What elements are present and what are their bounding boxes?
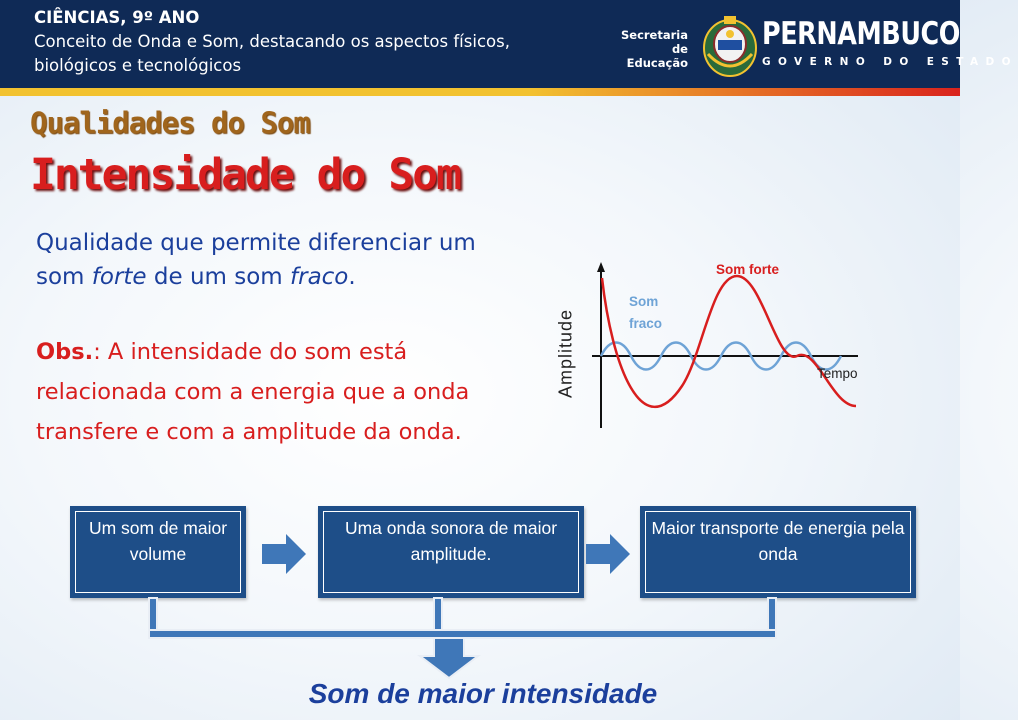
flow-step-amplitude-text: Uma onda sonora de maior amplitude.	[323, 511, 579, 593]
secretaria-line2: Educação	[626, 56, 688, 70]
definition-emphasis-strong: forte	[91, 264, 147, 290]
right-arrow-icon	[586, 532, 630, 576]
secretaria-label	[603, 28, 688, 70]
observation-label: Obs.	[36, 339, 94, 365]
header-stripe	[0, 88, 960, 96]
secretaria-line1: Secretaria de	[620, 28, 688, 56]
definition-emphasis-weak: fraco	[290, 264, 349, 290]
brand-logo	[762, 14, 1018, 70]
definition-part3: .	[348, 264, 356, 290]
brand-name: PERNAMBUCO	[762, 16, 961, 52]
flow-connectors	[140, 596, 790, 686]
course-topic: Conceito de Onda e Som, destacando os aspectos físicos, biológicos e tecnológicos	[34, 32, 510, 75]
definition-part2: de um som	[146, 264, 291, 290]
x-axis-label: Tempo	[817, 366, 858, 381]
strong-sound-label: Som forte	[716, 262, 780, 277]
observation-text	[36, 332, 506, 452]
state-coat-of-arms-icon	[700, 14, 760, 78]
section-title: Qualidades do Som	[30, 106, 310, 140]
flow-step-energy	[640, 506, 916, 598]
weak-sound-label-line2: fraco	[629, 316, 663, 331]
amplitude-graph	[552, 256, 872, 436]
flow-result: Som de maior intensidade	[308, 678, 658, 709]
definition-text	[36, 226, 506, 294]
page-title: Intensidade do Som	[30, 150, 460, 200]
brand-subtitle: GOVERNO DO ESTADO	[762, 56, 1018, 68]
flow-step-volume-text: Um som de maior volume	[75, 511, 241, 593]
course-subject: CIÊNCIAS, 9º ANO	[34, 8, 200, 27]
course-info	[34, 6, 594, 78]
y-axis-arrowhead	[597, 262, 605, 272]
flow-step-energy-text: Maior transporte de energia pela onda	[645, 511, 911, 593]
weak-sound-label	[629, 291, 689, 335]
right-arrow-icon	[262, 532, 306, 576]
flow-step-amplitude	[318, 506, 584, 598]
flow-step-volume	[70, 506, 246, 598]
down-arrow-icon	[420, 638, 478, 678]
weak-sound-label-line1: Som	[629, 294, 659, 309]
header-bar	[0, 0, 1018, 88]
graph-axes	[592, 262, 858, 428]
y-axis-label: Amplitude	[555, 308, 576, 399]
observation-body: : A intensidade do som está relacionada com a energia que a onda transfere e com a amplitude da onda.	[36, 339, 470, 445]
definition-part1: Qualidade que permite diferenciar um som	[36, 230, 476, 290]
